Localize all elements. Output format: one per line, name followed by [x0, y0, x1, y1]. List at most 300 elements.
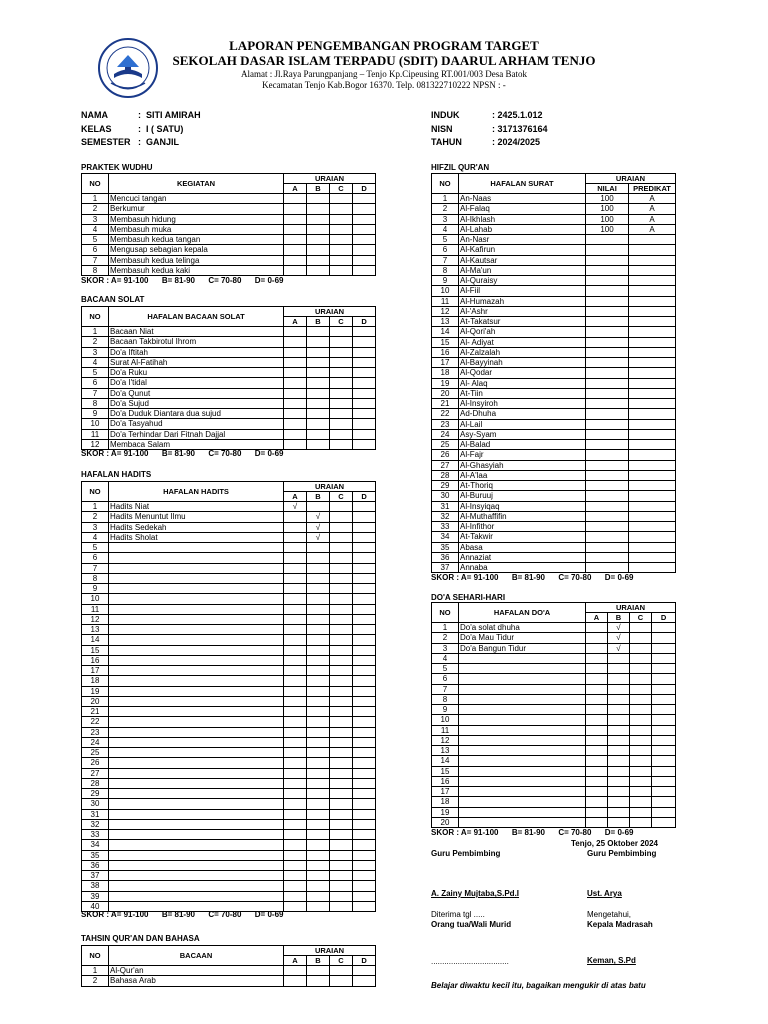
grade-d-header: D	[353, 317, 376, 327]
predikat-cell: A	[629, 224, 676, 234]
grade-cell	[307, 809, 330, 819]
table-row	[432, 694, 676, 704]
surah-name: Al-Insyiqaq	[459, 501, 586, 511]
school-address-line-2: Kecamatan Tenjo Kab.Bogor 16370. Telp. 081322710222 NPSN : -	[262, 80, 506, 90]
grade-a-header: A	[284, 317, 307, 327]
grade-cell	[330, 553, 353, 563]
nilai-cell	[586, 511, 629, 521]
grade-cell	[330, 594, 353, 604]
row-number: 16	[432, 776, 459, 786]
grade-cell	[284, 635, 307, 645]
grade-cell	[330, 378, 353, 388]
row-number: 3	[82, 347, 109, 357]
nilai-cell	[586, 368, 629, 378]
item-name	[459, 684, 586, 694]
grade-cell	[353, 976, 376, 986]
grade-cell	[284, 204, 307, 214]
predikat-cell	[629, 265, 676, 275]
grade-cell	[330, 707, 353, 717]
grade-cell	[353, 768, 376, 778]
grade-cell	[284, 522, 307, 532]
grade-cell	[284, 850, 307, 860]
grade-cell	[307, 347, 330, 357]
grade-cell	[330, 655, 353, 665]
table-header-row	[432, 603, 676, 613]
item-name	[109, 737, 284, 747]
grade-cell	[307, 245, 330, 255]
row-number: 1	[432, 623, 459, 633]
table-row	[432, 245, 676, 255]
row-number: 32	[82, 819, 109, 829]
item-name	[109, 543, 284, 553]
predikat-cell	[629, 306, 676, 316]
grade-cell	[307, 891, 330, 901]
row-number: 4	[432, 224, 459, 234]
table-row	[432, 643, 676, 653]
row-number: 37	[432, 563, 459, 573]
row-number: 13	[432, 317, 459, 327]
table-row	[432, 378, 676, 388]
grade-cell	[330, 388, 353, 398]
grade-d-header: D	[353, 492, 376, 502]
row-number: 14	[432, 756, 459, 766]
grade-cell	[307, 255, 330, 265]
predikat-cell	[629, 470, 676, 480]
grade-cell	[284, 717, 307, 727]
grade-cell	[330, 512, 353, 522]
table-row	[82, 337, 376, 347]
row-number: 14	[432, 327, 459, 337]
no-header: NO	[82, 946, 109, 966]
item-name: Mencuci tangan	[109, 194, 284, 204]
grade-cell	[307, 635, 330, 645]
row-number: 40	[82, 901, 109, 911]
grade-cell	[307, 194, 330, 204]
grade-cell	[284, 966, 307, 976]
grade-cell	[307, 543, 330, 553]
grade-cell	[284, 337, 307, 347]
table-header-row	[82, 946, 376, 956]
table-row	[82, 881, 376, 891]
table-row	[82, 645, 376, 655]
table-row	[82, 194, 376, 204]
row-number: 18	[432, 368, 459, 378]
grade-cell	[307, 860, 330, 870]
predikat-cell	[629, 511, 676, 521]
item-name	[459, 705, 586, 715]
row-number: 24	[82, 737, 109, 747]
predikat-cell	[629, 368, 676, 378]
item-name: Membasuh muka	[109, 224, 284, 234]
surah-name: Al-Fiil	[459, 286, 586, 296]
table-row	[432, 542, 676, 552]
table-row	[82, 409, 376, 419]
item-name	[459, 756, 586, 766]
grade-cell	[353, 214, 376, 224]
grade-cell	[630, 694, 652, 704]
row-number: 39	[82, 891, 109, 901]
nilai-cell	[586, 532, 629, 542]
predikat-header: PREDIKAT	[629, 184, 676, 194]
nilai-cell	[586, 552, 629, 562]
grade-cell	[307, 604, 330, 614]
table-row	[432, 756, 676, 766]
grade-cell	[330, 584, 353, 594]
item-name	[459, 746, 586, 756]
grade-cell	[353, 265, 376, 275]
grade-cell	[284, 265, 307, 275]
grade-cell	[307, 204, 330, 214]
table-header-row	[432, 174, 676, 184]
solat-title: BACAAN SOLAT	[81, 295, 145, 304]
surah-name: Al- Alaq	[459, 378, 586, 388]
table-row	[432, 817, 676, 827]
motto: Belajar diwaktu kecil itu, bagaikan mengukir di atas batu	[431, 981, 646, 990]
grade-cell	[652, 674, 676, 684]
table-row	[432, 653, 676, 663]
predikat-cell	[629, 317, 676, 327]
item-name: Berkumur	[109, 204, 284, 214]
table-row	[82, 614, 376, 624]
grade-cell	[330, 214, 353, 224]
row-number: 2	[82, 976, 109, 986]
item-name	[109, 758, 284, 768]
row-number: 15	[82, 645, 109, 655]
student-nisn: : 3171376164	[492, 123, 548, 134]
surah-name: An-Naas	[459, 194, 586, 204]
grade-cell	[284, 707, 307, 717]
table-row	[82, 532, 376, 542]
item-name	[109, 696, 284, 706]
nilai-cell	[586, 460, 629, 470]
grade-cell	[330, 891, 353, 901]
grade-cell	[608, 674, 630, 684]
grade-cell	[307, 337, 330, 347]
item-header: HAFALAN HADITS	[109, 482, 284, 502]
item-name: Membasuh kedua tangan	[109, 235, 284, 245]
item-name: Surat Al-Fatihah	[109, 357, 284, 367]
grade-cell: √	[608, 623, 630, 633]
table-row	[432, 776, 676, 786]
item-name	[109, 768, 284, 778]
item-header: KEGIATAN	[109, 174, 284, 194]
row-number: 10	[82, 419, 109, 429]
surah-name: Al-Balad	[459, 440, 586, 450]
nilai-cell	[586, 563, 629, 573]
grade-cell	[330, 194, 353, 204]
item-name: Bacaan Takbirotul Ihrom	[109, 337, 284, 347]
row-number: 27	[82, 768, 109, 778]
nilai-cell	[586, 245, 629, 255]
grade-cell	[330, 696, 353, 706]
predikat-cell: A	[629, 194, 676, 204]
grade-cell	[307, 819, 330, 829]
grade-cell	[330, 809, 353, 819]
grade-cell	[652, 776, 676, 786]
grade-cell	[307, 357, 330, 367]
table-row	[82, 799, 376, 809]
row-number: 28	[432, 470, 459, 480]
grade-cell	[630, 705, 652, 715]
table-row	[432, 286, 676, 296]
predikat-cell	[629, 542, 676, 552]
grade-cell	[353, 522, 376, 532]
nilai-cell	[586, 429, 629, 439]
grade-cell	[652, 756, 676, 766]
grade-cell	[330, 347, 353, 357]
grade-cell	[307, 265, 330, 275]
item-name	[109, 676, 284, 686]
grade-cell	[307, 881, 330, 891]
table-row	[432, 306, 676, 316]
grade-cell	[307, 686, 330, 696]
grade-cell	[307, 789, 330, 799]
nilai-cell	[586, 296, 629, 306]
table-row	[82, 819, 376, 829]
grade-cell	[652, 766, 676, 776]
grade-cell	[284, 871, 307, 881]
table-row	[82, 429, 376, 439]
item-name: Hadits Menuntut Ilmu	[109, 512, 284, 522]
table-row	[432, 296, 676, 306]
table-row	[432, 347, 676, 357]
grade-cell	[330, 543, 353, 553]
row-number: 30	[432, 491, 459, 501]
grade-cell	[652, 797, 676, 807]
surah-name: Al-Kafirun	[459, 245, 586, 255]
grade-cell	[284, 573, 307, 583]
grade-cell	[330, 976, 353, 986]
grade-cell	[353, 439, 376, 449]
grade-cell	[353, 748, 376, 758]
item-name	[109, 871, 284, 881]
item-name	[109, 748, 284, 758]
tahsin-table	[81, 945, 376, 987]
grade-cell	[652, 746, 676, 756]
item-name	[109, 614, 284, 624]
row-number: 2	[432, 633, 459, 643]
surah-name: Al-Infithor	[459, 522, 586, 532]
grade-cell	[353, 378, 376, 388]
hadits-title: HAFALAN HADITS	[81, 470, 152, 479]
grade-cell	[353, 398, 376, 408]
student-info-left: NAMA : SITI AMIRAH KELAS : I ( SATU) SEMESTER : GANJIL	[81, 110, 201, 151]
row-number: 9	[432, 705, 459, 715]
table-row	[432, 194, 676, 204]
row-number: 4	[82, 224, 109, 234]
grade-cell	[330, 666, 353, 676]
grade-cell	[284, 727, 307, 737]
surah-name: Al-Lahab	[459, 224, 586, 234]
school-address-line-1: Alamat : Jl.Raya Parungpanjang – Tenjo Kp.Cipeusing RT.001/003 Desa Batok	[241, 69, 527, 79]
grade-cell	[608, 766, 630, 776]
row-number: 6	[432, 674, 459, 684]
surah-name: Asy-Syam	[459, 429, 586, 439]
grade-cell	[284, 789, 307, 799]
grade-cell	[330, 799, 353, 809]
row-number: 38	[82, 881, 109, 891]
table-row	[432, 460, 676, 470]
surah-name: At-Thoriq	[459, 481, 586, 491]
surah-name: An-Nasr	[459, 235, 586, 245]
grade-cell	[586, 776, 608, 786]
row-number: 29	[432, 481, 459, 491]
row-number: 32	[432, 511, 459, 521]
grade-cell	[284, 357, 307, 367]
grade-cell	[307, 717, 330, 727]
surah-name: Al-Fajr	[459, 450, 586, 460]
table-row	[82, 347, 376, 357]
item-header: HAFALAN SURAT	[459, 174, 586, 194]
grade-cell	[284, 409, 307, 419]
table-header-row	[82, 482, 376, 492]
row-number: 25	[82, 748, 109, 758]
table-row	[82, 809, 376, 819]
grade-cell	[630, 684, 652, 694]
grade-cell	[330, 686, 353, 696]
row-number: 5	[432, 235, 459, 245]
grade-cell	[307, 388, 330, 398]
grade-cell	[586, 715, 608, 725]
grade-cell	[284, 255, 307, 265]
grade-cell	[353, 429, 376, 439]
item-header: BACAAN	[109, 946, 284, 966]
grade-cell	[608, 807, 630, 817]
grade-cell	[353, 850, 376, 860]
uraian-header: URAIAN	[284, 174, 376, 184]
surah-name: Abasa	[459, 542, 586, 552]
grade-d-header: D	[353, 184, 376, 194]
row-number: 5	[432, 664, 459, 674]
row-number: 8	[432, 694, 459, 704]
grade-cell	[284, 830, 307, 840]
grade-cell	[630, 725, 652, 735]
hifzil-table	[431, 173, 676, 573]
item-name	[459, 735, 586, 745]
grade-b-header: B	[307, 492, 330, 502]
grade-cell	[353, 337, 376, 347]
wudhu-table	[81, 173, 376, 276]
table-row	[432, 633, 676, 643]
grade-cell	[284, 429, 307, 439]
grade-cell	[307, 502, 330, 512]
grade-cell	[630, 797, 652, 807]
grade-cell	[586, 787, 608, 797]
grade-cell	[353, 502, 376, 512]
nilai-header: NILAI	[586, 184, 629, 194]
grade-cell	[284, 439, 307, 449]
diterima-text: Diterima tgl .....	[431, 910, 485, 919]
row-number: 11	[82, 604, 109, 614]
item-name: Membasuh kedua kaki	[109, 265, 284, 275]
row-number: 2	[82, 512, 109, 522]
table-row	[82, 265, 376, 275]
table-row	[432, 327, 676, 337]
predikat-cell	[629, 358, 676, 368]
grade-b-header: B	[307, 184, 330, 194]
grade-cell: √	[608, 643, 630, 653]
row-number: 3	[432, 214, 459, 224]
surah-name: Al-Humazah	[459, 296, 586, 306]
grade-cell	[284, 976, 307, 986]
table-row	[82, 696, 376, 706]
grade-cell	[284, 840, 307, 850]
table-row	[82, 976, 376, 986]
grade-cell	[353, 357, 376, 367]
grade-cell	[330, 840, 353, 850]
surah-name: Al-Ikhlash	[459, 214, 586, 224]
semester-label: SEMESTER	[81, 137, 131, 147]
grade-cell	[284, 368, 307, 378]
row-number: 24	[432, 429, 459, 439]
grade-cell	[307, 563, 330, 573]
student-class: I ( SATU)	[146, 123, 184, 134]
grade-cell	[353, 563, 376, 573]
grade-c-header: C	[330, 184, 353, 194]
no-header: NO	[432, 603, 459, 623]
row-number: 10	[82, 594, 109, 604]
predikat-cell	[629, 255, 676, 265]
table-row	[432, 797, 676, 807]
grade-cell	[307, 871, 330, 881]
grade-cell	[284, 891, 307, 901]
grade-cell	[353, 368, 376, 378]
grade-cell	[284, 696, 307, 706]
grade-cell	[307, 584, 330, 594]
grade-cell	[608, 725, 630, 735]
grade-cell	[353, 614, 376, 624]
grade-cell	[630, 653, 652, 663]
item-header: HAFALAN DO'A	[459, 603, 586, 623]
grade-cell	[307, 676, 330, 686]
table-row	[82, 778, 376, 788]
table-row	[432, 715, 676, 725]
grade-cell	[284, 553, 307, 563]
grade-cell	[284, 388, 307, 398]
grade-b-header: B	[608, 613, 630, 623]
row-number: 19	[432, 807, 459, 817]
surah-name: Annaziat	[459, 552, 586, 562]
predikat-cell	[629, 532, 676, 542]
nilai-cell	[586, 276, 629, 286]
row-number: 15	[432, 766, 459, 776]
grade-cell	[284, 655, 307, 665]
parent-label: Orang tua/Wali Murid	[431, 920, 512, 929]
grade-cell	[284, 543, 307, 553]
row-number: 12	[82, 439, 109, 449]
item-name: Do'a Bangun Tidur	[459, 643, 586, 653]
grade-cell	[284, 686, 307, 696]
table-row	[82, 768, 376, 778]
hadits-score-legend: SKOR : A= 91-100 B= 81-90 C= 70-80 D= 0-69	[81, 910, 284, 919]
row-number: 9	[432, 276, 459, 286]
grade-cell	[307, 327, 330, 337]
row-number: 5	[82, 235, 109, 245]
grade-cell	[652, 633, 676, 643]
nilai-cell	[586, 286, 629, 296]
table-row	[82, 512, 376, 522]
grade-cell	[652, 643, 676, 653]
table-row	[82, 860, 376, 870]
predikat-cell	[629, 501, 676, 511]
nilai-cell	[586, 235, 629, 245]
predikat-cell	[629, 429, 676, 439]
table-row	[82, 214, 376, 224]
row-number: 2	[432, 204, 459, 214]
grade-cell	[330, 676, 353, 686]
predikat-cell	[629, 440, 676, 450]
guru1-label: Guru Pembimbing	[431, 849, 501, 858]
